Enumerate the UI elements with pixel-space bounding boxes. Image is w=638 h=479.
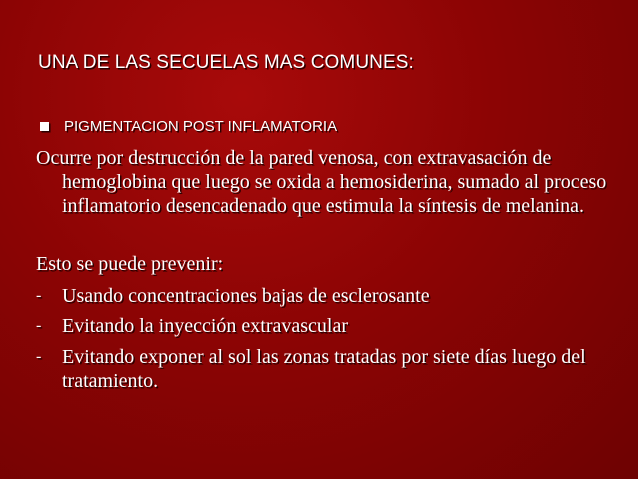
paragraph-prevention-intro: Esto se puede prevenir: <box>36 253 224 275</box>
bullet-item <box>40 118 337 135</box>
paragraph-explanation: Ocurre por destrucción de la pared venosa, con extravasación de hemoglobina que luego se oxida a hemosiderina, sumado al proceso inflamatorio desencadenado que estimula la síntesis de melanina. <box>36 147 607 217</box>
list-item-text: Usando concentraciones bajas de esclerosante <box>62 285 430 307</box>
slide-title: UNA DE LAS SECUELAS MAS COMUNES: <box>38 52 414 73</box>
dash-marker: - <box>36 317 42 334</box>
list-item-text: Evitando la inyección extravascular <box>62 315 348 337</box>
dash-marker: - <box>36 348 42 365</box>
list-item-text: Evitando exponer al sol las zonas tratadas por siete días luego del tratamiento. <box>62 346 586 392</box>
bullet-text: PIGMENTACION POST INFLAMATORIA <box>64 118 338 135</box>
list-item <box>36 345 632 393</box>
list-item <box>36 284 632 308</box>
list-item <box>36 314 632 338</box>
square-bullet-icon <box>40 122 49 131</box>
dash-marker: - <box>36 287 42 304</box>
